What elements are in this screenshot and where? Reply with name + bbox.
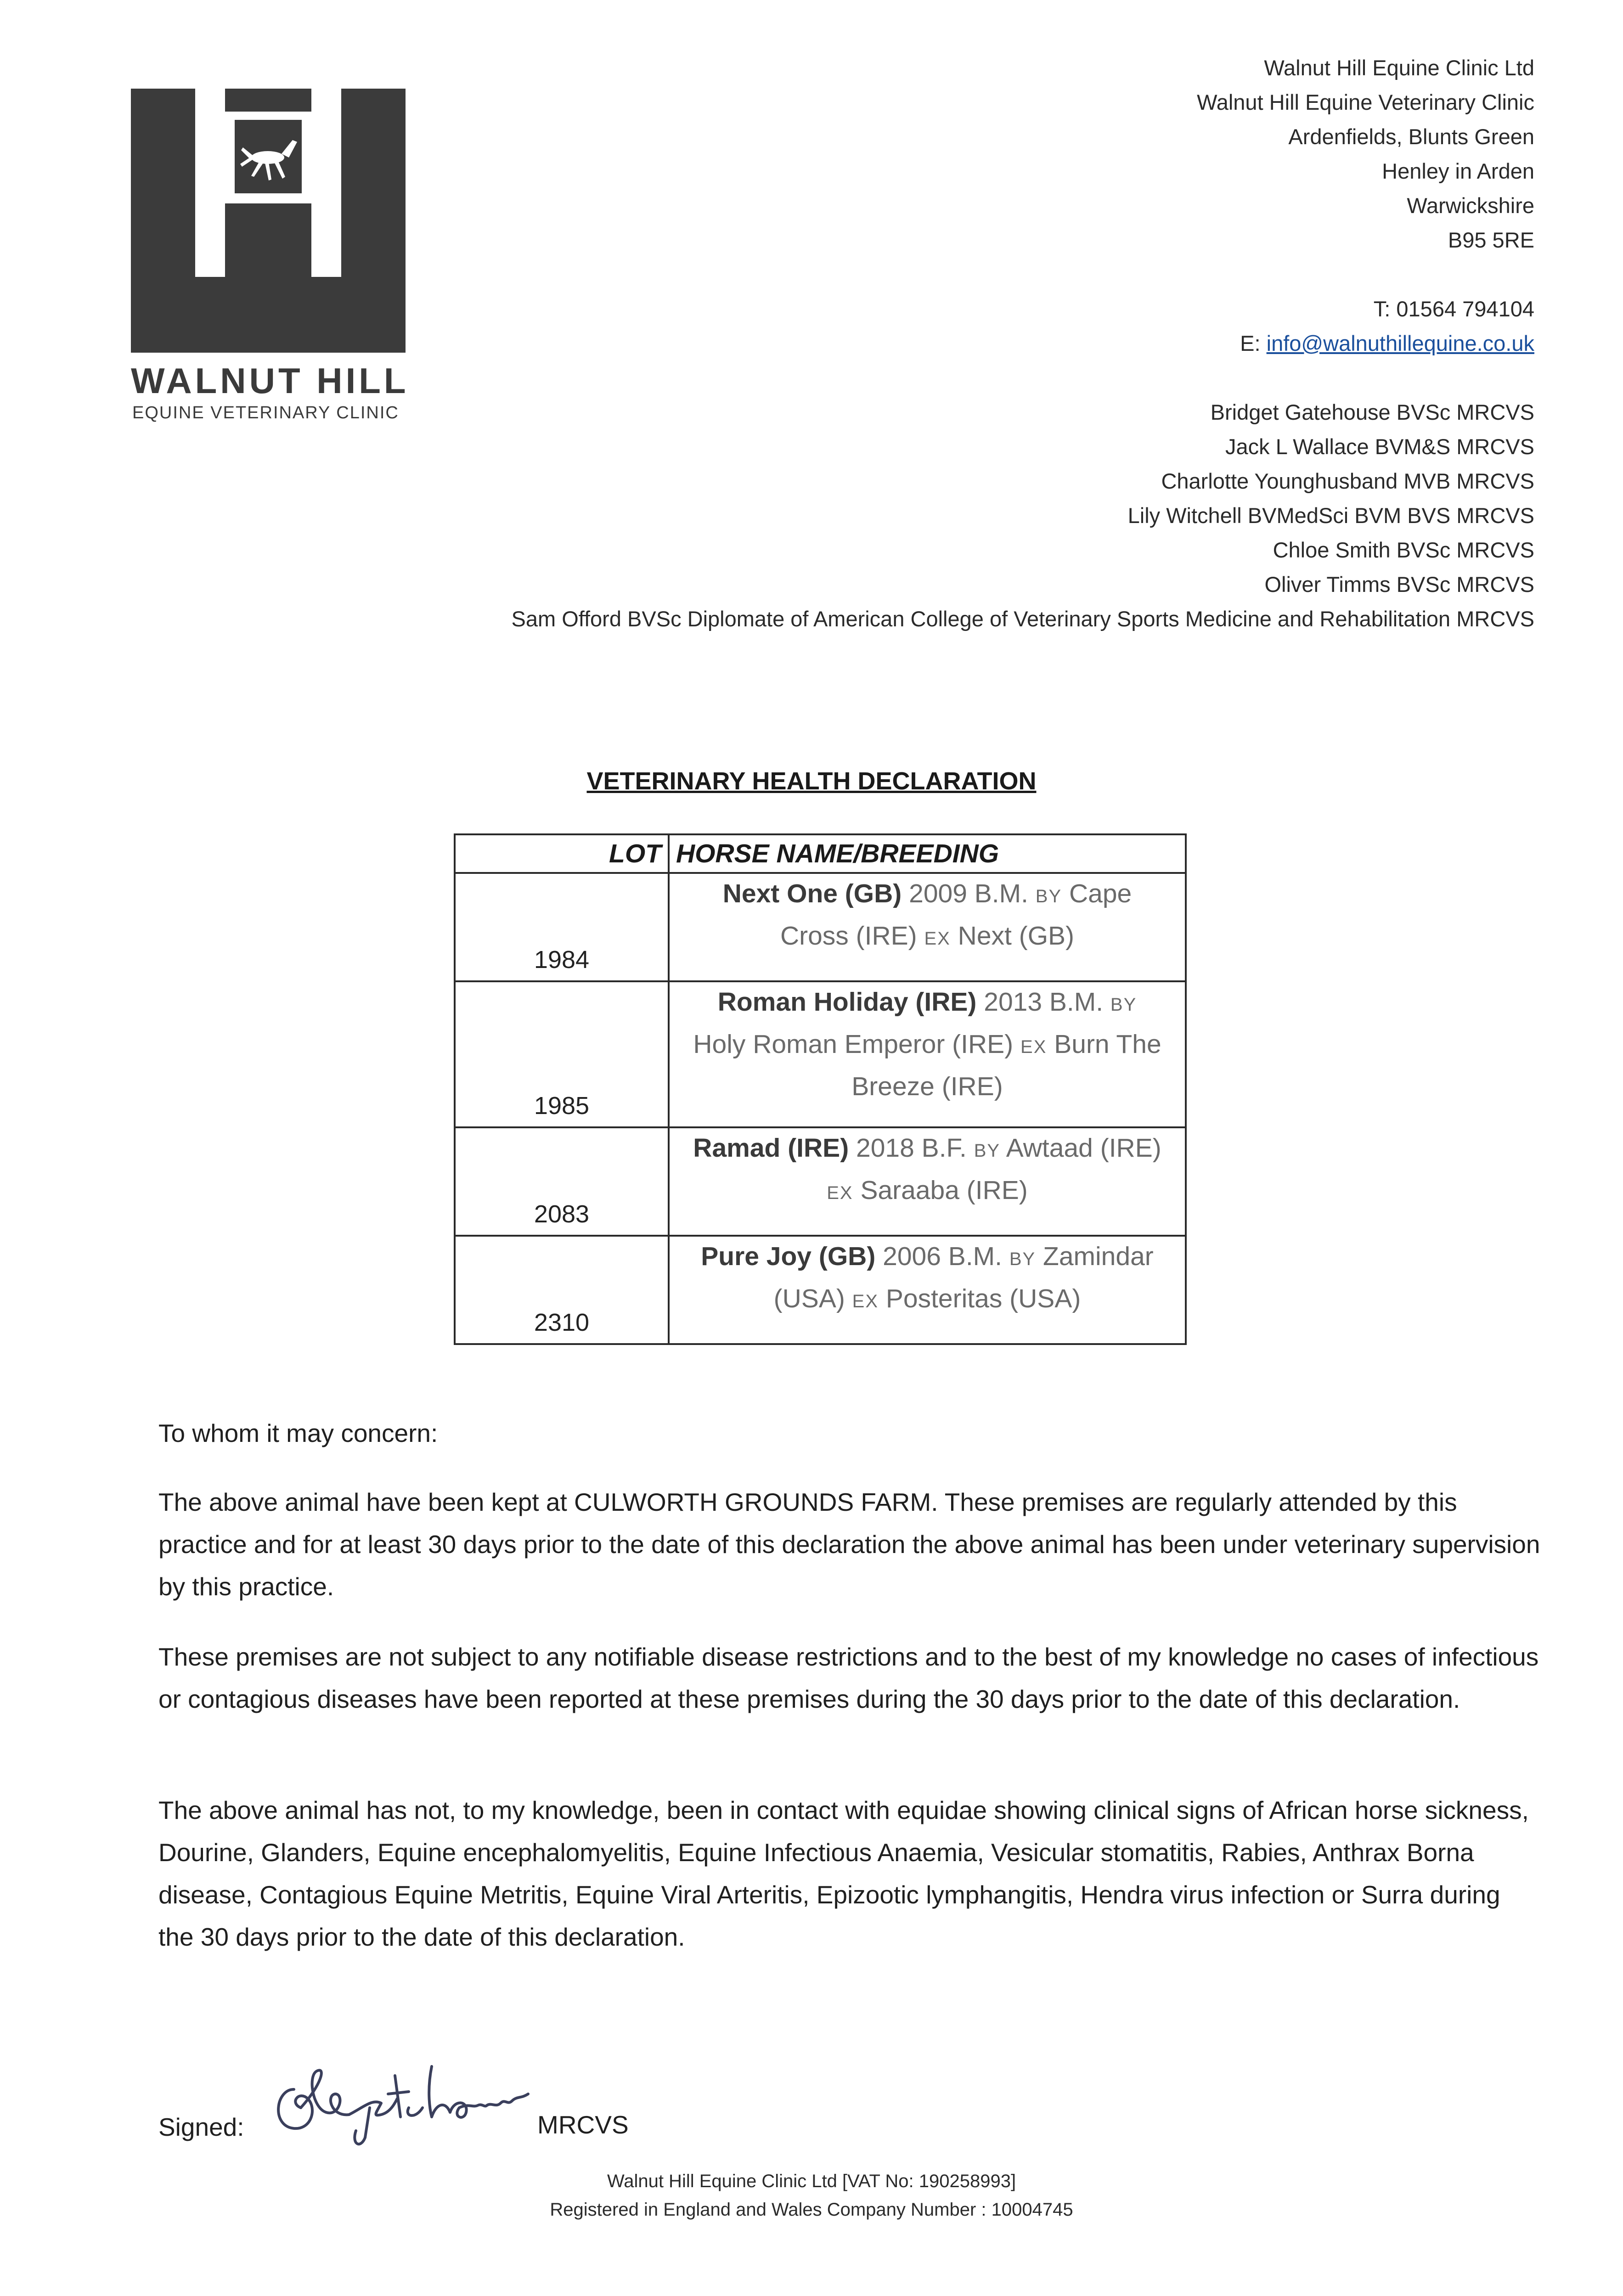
lot-number: 1984	[455, 873, 669, 981]
horse-name: Ramad (IRE)	[693, 1133, 849, 1163]
horse-dam: Posteritas (USA)	[885, 1284, 1081, 1313]
horse-details: 2013 B.M.	[984, 987, 1104, 1017]
address-line: Henley in Arden	[1382, 159, 1534, 183]
document-title: VETERINARY HEALTH DECLARATION	[586, 767, 1037, 795]
email-link[interactable]: info@walnuthillequine.co.uk	[1266, 331, 1534, 355]
ex-label: EX	[827, 1183, 853, 1203]
paragraph-diseases: The above animal has not, to my knowledge, been in contact with equidae showing clinical signs of African horse sickness, Dourine, Glanders, Equine encephalomyelitis, Equine Infectious Anaemia, Vesicular stomatitis, Rabies, Anthrax Borna disease, Contagious Equine Metritis, Equine Viral Arteritis, Epizootic lymphangitis, Hendra virus infection or Surra during the 30 days prior to the date of this declaration.	[158, 1796, 1529, 1951]
horse-sire: Awtaad (IRE)	[1006, 1133, 1161, 1163]
horse-breeding	[669, 1236, 1186, 1344]
horse-breeding	[669, 1127, 1186, 1236]
horse-sire: Holy Roman Emperor (IRE)	[693, 1030, 1014, 1059]
by-label: BY	[1035, 886, 1062, 906]
ex-label: EX	[924, 929, 951, 949]
horse-lots-table	[454, 833, 1187, 1345]
table-row	[455, 873, 1186, 981]
lot-number: 2310	[455, 1236, 669, 1344]
lot-column-header: LOT	[455, 834, 669, 873]
salutation: To whom it may concern:	[158, 1419, 438, 1447]
by-label: BY	[1110, 995, 1137, 1015]
horse-dam: Saraaba (IRE)	[860, 1176, 1028, 1205]
signed-label: Signed:	[158, 2113, 244, 2141]
footer-vat: Walnut Hill Equine Clinic Ltd [VAT No: 190258993]	[607, 2171, 1016, 2191]
address-line: B95 5RE	[1448, 228, 1534, 252]
signature-suffix: MRCVS	[537, 2110, 629, 2139]
clinic-address-block	[512, 51, 1534, 636]
lot-number: 2083	[455, 1127, 669, 1236]
table-header-row	[455, 834, 1186, 873]
horse-dam: Next (GB)	[958, 921, 1075, 951]
email-line	[512, 326, 1534, 360]
table-row	[455, 1127, 1186, 1236]
clinic-logo	[131, 89, 406, 353]
horse-breeding	[669, 873, 1186, 981]
table-row	[455, 981, 1186, 1127]
lot-number: 1985	[455, 981, 669, 1127]
by-label: BY	[974, 1141, 1001, 1161]
horse-sire: Zamindar (USA)	[773, 1242, 1154, 1313]
horse-details: 2006 B.M.	[883, 1242, 1002, 1271]
vet-name: Charlotte Younghusband MVB MRCVS	[1161, 469, 1534, 493]
paragraph-premises: The above animal have been kept at CULWORTH GROUNDS FARM. These premises are regularly attended by this practice and for at least 30 days prior to the date of this declaration the above animal has been under veterinary supervision by this practice.	[158, 1488, 1540, 1601]
handwritten-signature	[257, 2039, 556, 2158]
phone-number: T: 01564 794104	[1373, 297, 1534, 321]
table-row	[455, 1236, 1186, 1344]
horse-sire: Cape Cross (IRE)	[780, 879, 1132, 951]
address-line: Ardenfields, Blunts Green	[1288, 124, 1534, 149]
address-line: Walnut Hill Equine Clinic Ltd	[1264, 56, 1534, 80]
horse-breeding	[669, 981, 1186, 1127]
footer-registration: Registered in England and Wales Company Number : 10004745	[550, 2200, 1073, 2220]
horse-name: Roman Holiday (IRE)	[717, 987, 977, 1017]
horse-name: Pure Joy (GB)	[701, 1242, 876, 1271]
horse-details: 2009 B.M.	[909, 879, 1028, 908]
horse-dam: Burn The Breeze (IRE)	[851, 1030, 1161, 1101]
address-line: Warwickshire	[1407, 193, 1534, 218]
horse-h-logo-icon	[131, 89, 406, 353]
vet-name: Chloe Smith BVSc MRCVS	[1273, 538, 1534, 562]
horse-name: Next One (GB)	[722, 879, 902, 908]
paragraph-restrictions: These premises are not subject to any notifiable disease restrictions and to the best of my knowledge no cases of infectious or contagious diseases have been reported at these premises during the 30 days prior to the date of this declaration.	[158, 1643, 1539, 1713]
horse-details: 2018 B.F.	[856, 1133, 967, 1163]
vet-name: Lily Witchell BVMedSci BVM BVS MRCVS	[1127, 503, 1534, 528]
vet-name: Jack L Wallace BVM&S MRCVS	[1225, 434, 1534, 459]
vet-name: Bridget Gatehouse BVSc MRCVS	[1210, 400, 1534, 424]
by-label: BY	[1009, 1249, 1036, 1269]
ex-label: EX	[852, 1291, 879, 1311]
horse-column-header: HORSE NAME/BREEDING	[669, 834, 1186, 873]
address-line: Walnut Hill Equine Veterinary Clinic	[1197, 90, 1534, 114]
ex-label: EX	[1020, 1037, 1047, 1057]
vet-name: Sam Offord BVSc Diplomate of American College of Veterinary Sports Medicine and Rehabilitation MRCVS	[511, 607, 1534, 631]
logo-subtitle: EQUINE VETERINARY CLINIC	[132, 403, 399, 422]
vet-name: Oliver Timms BVSc MRCVS	[1264, 572, 1534, 597]
logo-wordmark: WALNUT HILL	[131, 360, 409, 401]
email-label: E:	[1240, 331, 1267, 355]
